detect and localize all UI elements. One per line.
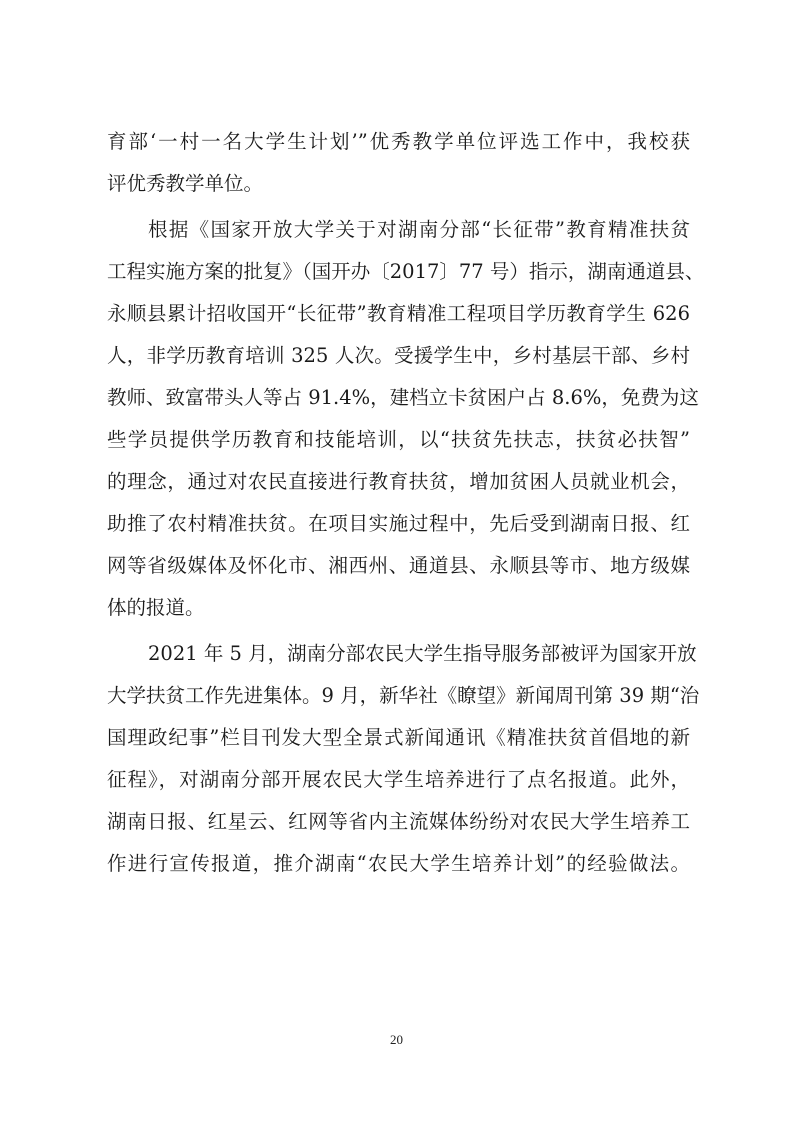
text-line: 国理政纪事”栏目刊发大型全景式新闻通讯《精准扶贫首倡地的新 [107, 726, 690, 749]
text-line: 湖南日报、红星云、红网等省内主流媒体纷纷对农民大学生培养工 [107, 810, 690, 833]
text-line: 永顺县累计招收国开“长征带”教育精准工程项目学历教育学生 626 [107, 302, 690, 325]
body-text [107, 121, 705, 885]
paragraph-3 [107, 633, 700, 885]
text-line: 网等省级媒体及怀化市、湘西州、通道县、永顺县等市、地方级媒 [107, 554, 690, 577]
text-line: 教师、致富带头人等占 91.4%，建档立卡贫困户占 8.6%，免费为这 [107, 386, 699, 409]
text-line: 工程实施方案的批复》（国开办〔2017〕77 号）指示，湖南通道县、 [107, 260, 705, 283]
text-line: 作进行宣传报道，推介湖南“农民大学生培养计划”的经验做法。 [107, 852, 690, 875]
text-line: 些学员提供学历教育和技能培训，以“扶贫先扶志，扶贫必扶智” [107, 428, 690, 451]
paragraph-2 [107, 209, 705, 629]
text-line: 的理念，通过对农民直接进行教育扶贫，增加贫困人员就业机会， [107, 470, 690, 493]
text-line: 体的报道。 [107, 596, 205, 619]
text-line: 评优秀教学单位。 [107, 172, 264, 195]
text-line: 大学扶贫工作先进集体。9 月，新华社《瞭望》新闻周刊第 39 期“治 [107, 684, 700, 707]
text-line: 根据《国家开放大学关于对湖南分部“长征带”教育精准扶贫 [148, 218, 690, 241]
text-line: 征程》，对湖南分部开展农民大学生培养进行了点名报道。此外， [107, 768, 690, 791]
text-line: 人，非学历教育培训 325 人次。受援学生中，乡村基层干部、乡村 [107, 344, 690, 367]
text-line: 2021 年 5 月，湖南分部农民大学生指导服务部被评为国家开放 [148, 642, 697, 665]
paragraph-1 [107, 121, 690, 205]
text-line: 育部‘一村一名大学生计划’”优秀教学单位评选工作中，我校获 [107, 130, 690, 153]
page-number: 20 [390, 1032, 403, 1047]
text-line: 助推了农村精准扶贫。在项目实施过程中，先后受到湖南日报、红 [107, 512, 690, 535]
